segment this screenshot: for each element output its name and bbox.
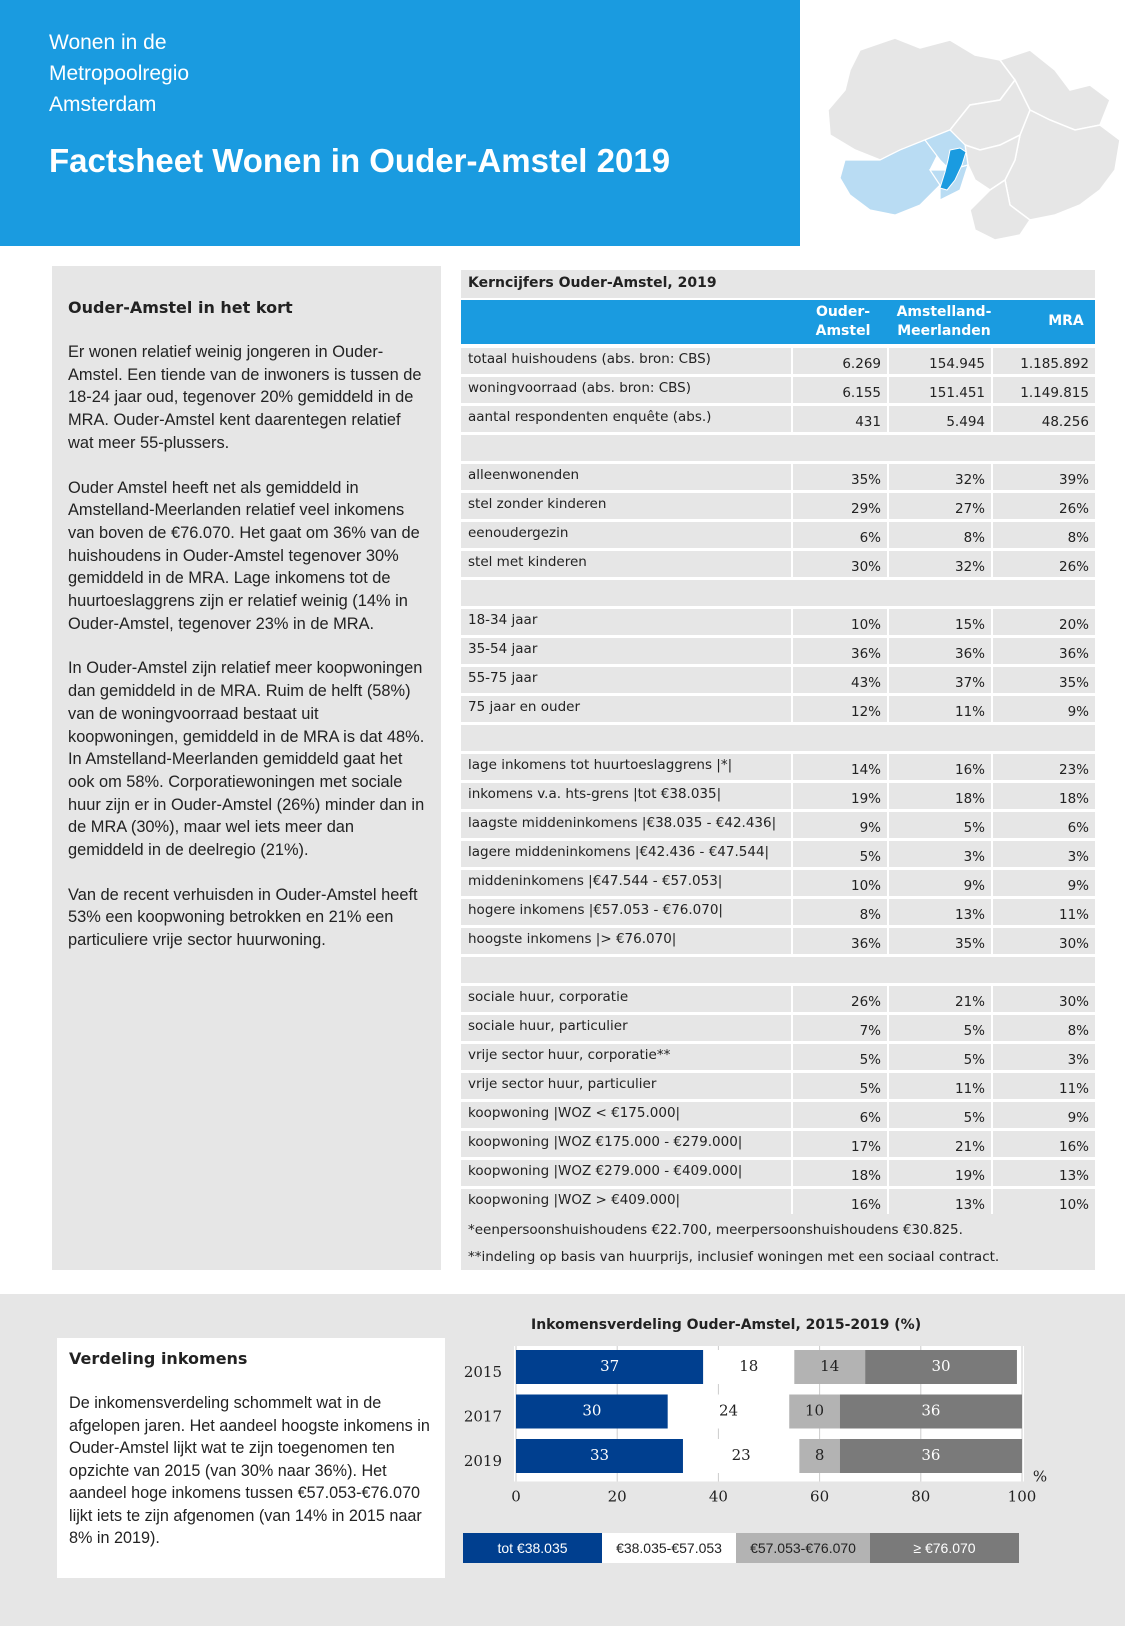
value-mra: 11% xyxy=(993,899,1095,925)
value-amstelland-meerlanden: 27% xyxy=(889,493,991,519)
table-row xyxy=(461,404,1095,433)
value-mra: 39% xyxy=(993,464,1095,490)
row-label: lagere middeninkomens |€42.436 - €47.544| xyxy=(461,841,791,867)
category-label: 2019 xyxy=(463,1452,502,1470)
region-map-image xyxy=(800,0,1125,246)
row-label: hoogste inkomens |> €76.070| xyxy=(461,928,791,954)
row-label: eenoudergezin xyxy=(461,522,791,548)
intro-paragraph-movers: Van de recent verhuisden in Ouder-Amstel heeft 53% een koopwoning betrokken en 21% een particuliere vrije sector huurwoning. xyxy=(68,885,418,950)
brand-line-1: Wonen in de xyxy=(49,31,167,54)
value-ouder-amstel: 17% xyxy=(793,1131,887,1157)
row-label: stel met kinderen xyxy=(461,551,791,577)
data-label: 36 xyxy=(921,1446,941,1464)
value-amstelland-meerlanden: 37% xyxy=(889,667,991,693)
row-label: koopwoning |WOZ €279.000 - €409.000| xyxy=(461,1160,791,1186)
row-label: sociale huur, particulier xyxy=(461,1015,791,1041)
value-ouder-amstel: 5% xyxy=(793,841,887,867)
value-mra: 36% xyxy=(993,638,1095,664)
table-spacer-row xyxy=(461,433,1095,462)
table-row xyxy=(461,636,1095,665)
data-label: 10 xyxy=(804,1401,825,1420)
value-ouder-amstel: 431 xyxy=(793,406,887,432)
legend-label: tot €38.035 xyxy=(497,1540,568,1556)
row-label: koopwoning |WOZ €175.000 - €279.000| xyxy=(461,1131,791,1157)
brand-logo-text xyxy=(49,27,189,120)
data-label: 33 xyxy=(589,1446,610,1464)
table-row xyxy=(461,1158,1095,1187)
value-amstelland-meerlanden: 13% xyxy=(889,899,991,925)
value-mra: 30% xyxy=(993,986,1095,1012)
row-label: aantal respondenten enquête (abs.) xyxy=(461,406,791,432)
category-label: 2017 xyxy=(463,1407,502,1426)
value-amstelland-meerlanden: 35% xyxy=(889,928,991,954)
value-ouder-amstel: 16% xyxy=(793,1189,887,1215)
value-ouder-amstel: 5% xyxy=(793,1044,887,1070)
value-mra: 9% xyxy=(993,1102,1095,1128)
x-tick-label: 40 xyxy=(708,1487,728,1506)
row-label: 75 jaar en ouder xyxy=(461,696,791,722)
value-mra: 10% xyxy=(993,1189,1095,1215)
table-row xyxy=(461,346,1095,375)
legend-label: €38.035-€57.053 xyxy=(616,1540,722,1556)
table-row xyxy=(461,1071,1095,1100)
value-amstelland-meerlanden: 21% xyxy=(889,986,991,1012)
column-header-ouder-amstel-line2: Amstel xyxy=(815,323,871,339)
value-mra: 26% xyxy=(993,493,1095,519)
x-unit-label: % xyxy=(1032,1467,1048,1486)
intro-panel xyxy=(52,266,441,1270)
value-amstelland-meerlanden: 151.451 xyxy=(889,377,991,403)
category-label: 2015 xyxy=(463,1363,502,1381)
x-tick-label: 100 xyxy=(1007,1487,1037,1506)
value-mra: 9% xyxy=(993,696,1095,722)
value-ouder-amstel: 12% xyxy=(793,696,887,722)
row-label: vrije sector huur, particulier xyxy=(461,1073,791,1099)
value-mra: 8% xyxy=(993,1015,1095,1041)
intro-paragraph-housing: In Ouder-Amstel zijn relatief meer koopwoningen dan gemiddeld in de MRA. Ruim de helft (58%) van de woningvoorraad bestaat uit koopwoningen, gemiddeld in de MRA is dat 48%. In Amstelland-Meerlanden gemiddeld gaat het ook om 58%. Corporatiewoningen met sociale huur zijn er in Ouder-Amstel (26%) minder dan in de MRA (30%), maar wel iets meer dan gemiddeld in de deelregio (21%). xyxy=(68,659,425,860)
value-mra: 6% xyxy=(993,812,1095,838)
value-amstelland-meerlanden: 16% xyxy=(889,754,991,780)
column-header-ouder-amstel xyxy=(803,303,883,341)
value-ouder-amstel: 35% xyxy=(793,464,887,490)
value-mra: 9% xyxy=(993,870,1095,896)
table-row xyxy=(461,549,1095,578)
column-header-mra: MRA xyxy=(1048,313,1084,329)
table-row xyxy=(461,1013,1095,1042)
value-ouder-amstel: 26% xyxy=(793,986,887,1012)
value-mra: 48.256 xyxy=(993,406,1095,432)
intro-paragraph-age: Er wonen relatief weinig jongeren in Ouder-Amstel. Een tiende van de inwoners is tussen de 18-24 jaar oud, tegenover 20% gemiddeld in de MRA. Ouder-Amstel kent daarentegen relatief wat meer 55-plussers. xyxy=(68,343,422,452)
value-mra: 20% xyxy=(993,609,1095,635)
value-ouder-amstel: 19% xyxy=(793,783,887,809)
row-label: hogere inkomens |€57.053 - €76.070| xyxy=(461,899,791,925)
value-ouder-amstel: 36% xyxy=(793,928,887,954)
table-row xyxy=(461,462,1095,491)
value-amstelland-meerlanden: 11% xyxy=(889,1073,991,1099)
data-label: 8 xyxy=(814,1446,825,1464)
data-label: 37 xyxy=(600,1357,620,1375)
footnote-single: *eenpersoonshuishoudens €22.700, meerpersoonshuishoudens €30.825. xyxy=(468,1222,963,1238)
value-mra: 8% xyxy=(993,522,1095,548)
x-tick-label: 20 xyxy=(607,1487,627,1506)
value-amstelland-meerlanden: 32% xyxy=(889,464,991,490)
value-ouder-amstel: 8% xyxy=(793,899,887,925)
column-header-amstelland-line2: Meerlanden xyxy=(897,323,991,339)
value-mra: 23% xyxy=(993,754,1095,780)
value-ouder-amstel: 6.269 xyxy=(793,348,887,374)
value-amstelland-meerlanden: 36% xyxy=(889,638,991,664)
row-label: 35-54 jaar xyxy=(461,638,791,664)
spacer-cell xyxy=(461,957,1095,983)
table-row xyxy=(461,1129,1095,1158)
data-label: 23 xyxy=(731,1446,751,1464)
value-ouder-amstel: 14% xyxy=(793,754,887,780)
table-row xyxy=(461,868,1095,897)
column-header-amstelland xyxy=(893,303,995,341)
brand-line-2: Metropoolregio xyxy=(49,62,190,85)
table-spacer-row xyxy=(461,955,1095,984)
table-row xyxy=(461,752,1095,781)
spacer-cell xyxy=(461,725,1095,751)
value-mra: 16% xyxy=(993,1131,1095,1157)
value-mra: 3% xyxy=(993,1044,1095,1070)
table-row xyxy=(461,984,1095,1013)
value-amstelland-meerlanden: 21% xyxy=(889,1131,991,1157)
column-header-amstelland-line1: Amstelland- xyxy=(896,304,992,320)
table-row xyxy=(461,520,1095,549)
value-ouder-amstel: 43% xyxy=(793,667,887,693)
value-ouder-amstel: 9% xyxy=(793,812,887,838)
value-ouder-amstel: 10% xyxy=(793,870,887,896)
value-amstelland-meerlanden: 3% xyxy=(889,841,991,867)
table-row xyxy=(461,926,1095,955)
value-amstelland-meerlanden: 8% xyxy=(889,522,991,548)
data-label: 30 xyxy=(931,1357,951,1375)
data-label: 24 xyxy=(718,1401,739,1420)
row-label: inkomens v.a. hts-grens |tot €38.035| xyxy=(461,783,791,809)
table-row xyxy=(461,375,1095,404)
legend-label: ≥ €76.070 xyxy=(913,1540,976,1556)
footnote-double: **indeling op basis van huurprijs, inclusief woningen met een sociaal contract. xyxy=(468,1249,1000,1265)
x-tick-label: 0 xyxy=(511,1487,521,1506)
table-row xyxy=(461,1100,1095,1129)
page-title: Factsheet Wonen in Ouder-Amstel 2019 xyxy=(49,142,671,179)
value-amstelland-meerlanden: 11% xyxy=(889,696,991,722)
value-mra: 3% xyxy=(993,841,1095,867)
key-figures-title: Kerncijfers Ouder-Amstel, 2019 xyxy=(461,270,1095,298)
value-ouder-amstel: 6% xyxy=(793,1102,887,1128)
table-row xyxy=(461,607,1095,636)
row-label: laagste middeninkomens |€38.035 - €42.436| xyxy=(461,812,791,838)
table-row xyxy=(461,491,1095,520)
value-amstelland-meerlanden: 32% xyxy=(889,551,991,577)
value-ouder-amstel: 7% xyxy=(793,1015,887,1041)
value-amstelland-meerlanden: 19% xyxy=(889,1160,991,1186)
value-amstelland-meerlanden: 5% xyxy=(889,1015,991,1041)
value-amstelland-meerlanden: 5% xyxy=(889,1044,991,1070)
table-row xyxy=(461,694,1095,723)
spacer-cell xyxy=(461,580,1095,606)
value-mra: 1.185.892 xyxy=(993,348,1095,374)
table-row xyxy=(461,781,1095,810)
row-label: woningvoorraad (abs. bron: CBS) xyxy=(461,377,791,403)
value-ouder-amstel: 18% xyxy=(793,1160,887,1186)
row-label: middeninkomens |€47.544 - €57.053| xyxy=(461,870,791,896)
value-amstelland-meerlanden: 15% xyxy=(889,609,991,635)
chart-title: Inkomensverdeling Ouder-Amstel, 2015-2019 (%) xyxy=(531,1317,922,1333)
income-text-box xyxy=(57,1338,445,1578)
x-tick-label: 80 xyxy=(911,1487,931,1506)
key-figures-notes xyxy=(461,1214,1095,1270)
data-label: 18 xyxy=(739,1357,759,1375)
row-label: 18-34 jaar xyxy=(461,609,791,635)
key-figures-header-row xyxy=(461,300,1095,344)
value-amstelland-meerlanden: 5% xyxy=(889,812,991,838)
row-label: 55-75 jaar xyxy=(461,667,791,693)
row-label: stel zonder kinderen xyxy=(461,493,791,519)
row-label: vrije sector huur, corporatie** xyxy=(461,1044,791,1070)
row-label: koopwoning |WOZ < €175.000| xyxy=(461,1102,791,1128)
value-ouder-amstel: 30% xyxy=(793,551,887,577)
key-figures-table-body xyxy=(461,346,1095,1216)
value-mra: 13% xyxy=(993,1160,1095,1186)
value-ouder-amstel: 6.155 xyxy=(793,377,887,403)
value-ouder-amstel: 36% xyxy=(793,638,887,664)
table-row xyxy=(461,839,1095,868)
table-row xyxy=(461,897,1095,926)
value-amstelland-meerlanden: 5.494 xyxy=(889,406,991,432)
value-ouder-amstel: 5% xyxy=(793,1073,887,1099)
income-distribution-chart xyxy=(463,1340,1100,1570)
value-amstelland-meerlanden: 5% xyxy=(889,1102,991,1128)
value-mra: 30% xyxy=(993,928,1095,954)
income-heading: Verdeling inkomens xyxy=(69,1349,248,1368)
spacer-cell xyxy=(461,435,1095,461)
row-label: alleenwonenden xyxy=(461,464,791,490)
table-row xyxy=(461,810,1095,839)
table-row xyxy=(461,665,1095,694)
value-mra: 35% xyxy=(993,667,1095,693)
value-mra: 1.149.815 xyxy=(993,377,1095,403)
income-paragraph: De inkomensverdeling schommelt wat in de afgelopen jaren. Het aandeel hoogste inkomens in Ouder-Amstel lijkt wat te zijn toegenomen ten opzichte van 2015 (van 30% naar 36%). Het aandeel hoge inkomens tussen €57.053-€76.070 lijkt iets te zijn afgenomen (van 14% in 2015 naar 8% in 2019). xyxy=(69,1394,430,1547)
table-row xyxy=(461,1187,1095,1216)
row-label: koopwoning |WOZ > €409.000| xyxy=(461,1189,791,1215)
data-label: 14 xyxy=(820,1357,840,1375)
value-ouder-amstel: 10% xyxy=(793,609,887,635)
row-label: lage inkomens tot huurtoeslaggrens |*| xyxy=(461,754,791,780)
value-mra: 26% xyxy=(993,551,1095,577)
value-amstelland-meerlanden: 13% xyxy=(889,1189,991,1215)
value-ouder-amstel: 6% xyxy=(793,522,887,548)
intro-heading: Ouder-Amstel in het kort xyxy=(68,298,293,317)
row-label: sociale huur, corporatie xyxy=(461,986,791,1012)
value-amstelland-meerlanden: 154.945 xyxy=(889,348,991,374)
legend-label: €57.053-€76.070 xyxy=(750,1540,856,1556)
header-banner xyxy=(0,0,800,246)
income-section xyxy=(0,1294,1125,1626)
value-amstelland-meerlanden: 9% xyxy=(889,870,991,896)
x-tick-label: 60 xyxy=(810,1487,830,1506)
brand-line-3: Amsterdam xyxy=(49,93,157,116)
column-header-ouder-amstel-line1: Ouder- xyxy=(815,304,871,320)
table-row xyxy=(461,1042,1095,1071)
data-label: 30 xyxy=(582,1401,602,1420)
value-mra: 11% xyxy=(993,1073,1095,1099)
value-ouder-amstel: 29% xyxy=(793,493,887,519)
row-label: totaal huishoudens (abs. bron: CBS) xyxy=(461,348,791,374)
table-spacer-row xyxy=(461,723,1095,752)
value-amstelland-meerlanden: 18% xyxy=(889,783,991,809)
value-mra: 18% xyxy=(993,783,1095,809)
data-label: 36 xyxy=(921,1401,941,1420)
intro-paragraph-income: Ouder Amstel heeft net als gemiddeld in Amstelland-Meerlanden relatief veel inkomens van boven de €76.070. Het gaat om 36% van de huishoudens in Ouder-Amstel tegenover 30% gemiddeld in de MRA. Lage inkomens tot de huurtoeslaggrens zijn er relatief weinig (14% in Ouder-Amstel, tegenover 23% in de MRA. xyxy=(68,478,420,633)
table-spacer-row xyxy=(461,578,1095,607)
